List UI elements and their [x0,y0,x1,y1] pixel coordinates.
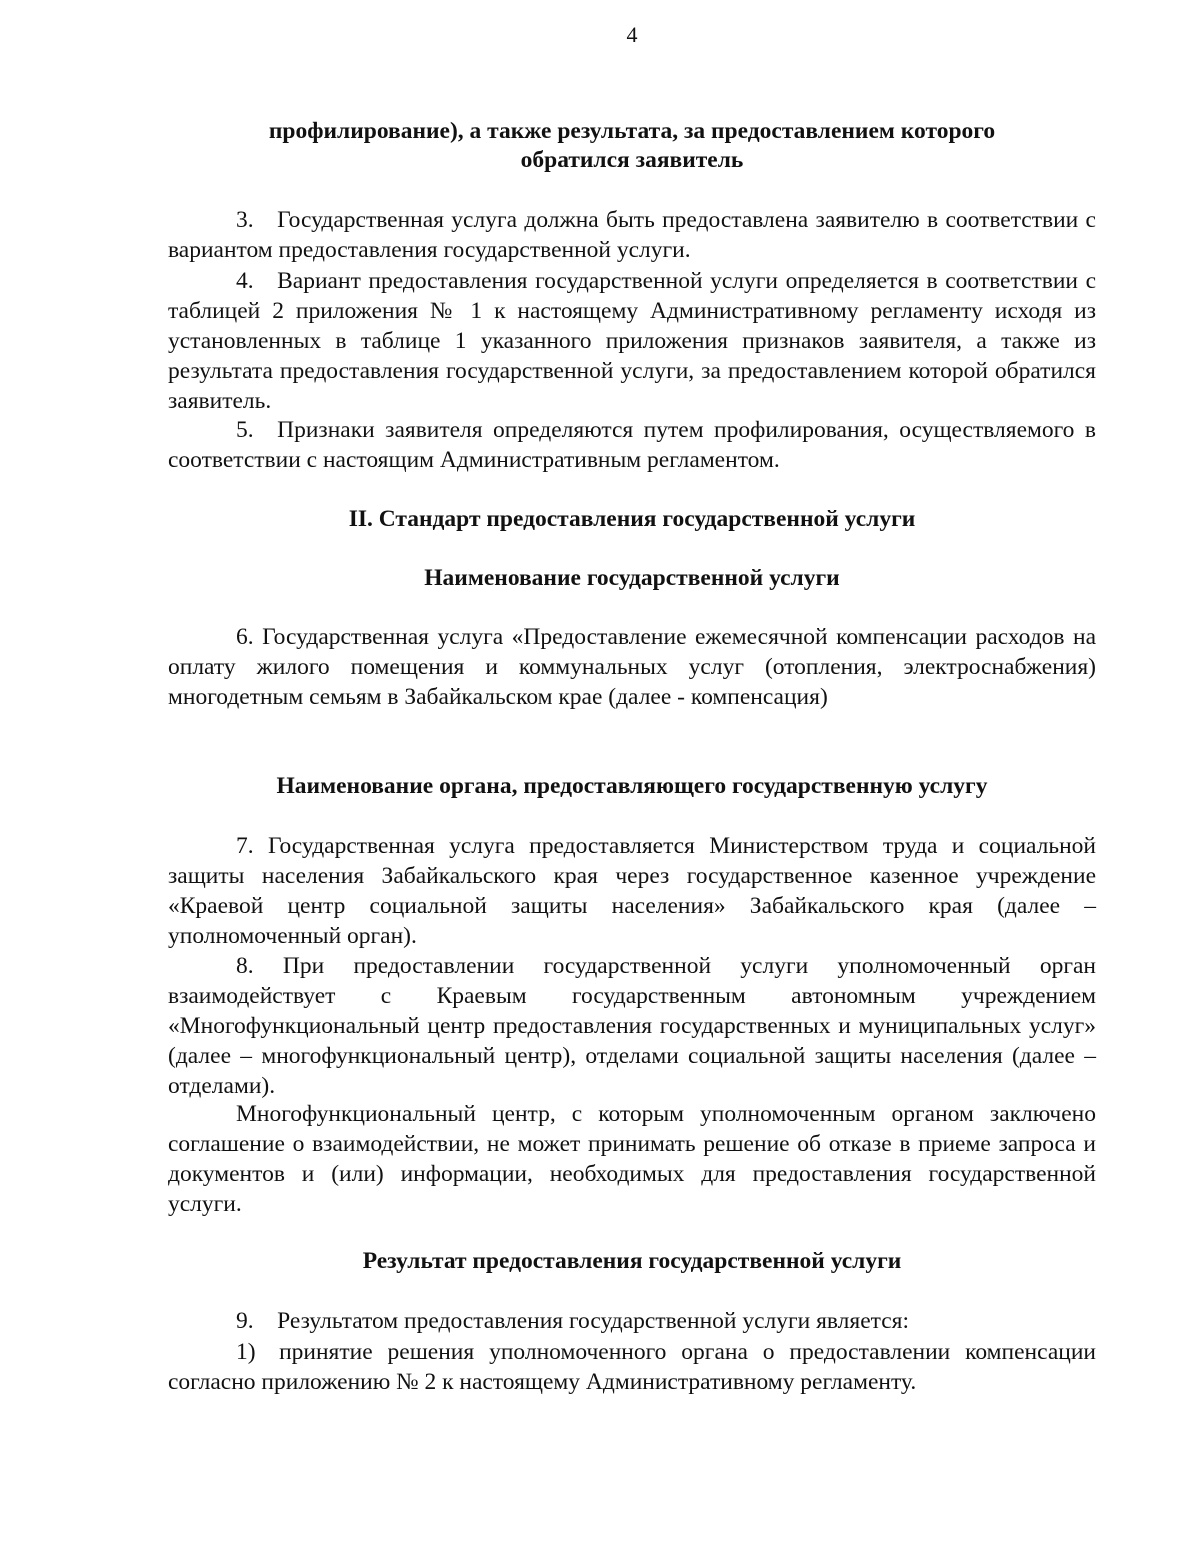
page-number: 4 [626,22,638,47]
heading-profiling [168,117,1096,175]
paragraph-5: 5. Признаки заявителя определяются путем профилирования, осуществляемого в соответствии с настоящим Административным регламентом. [168,417,1096,473]
paragraph-9: 9. Результатом предоставления государственной услуги является: [236,1308,909,1334]
heading-service-name: Наименование государственной услуги [424,565,840,591]
paragraph-9-item-1: 1) принятие решения уполномоченного органа о предоставлении компенсации согласно приложению № 2 к настоящему Административному регламенту. [168,1339,1096,1395]
heading-profiling-line1: профилирование), а также результата, за предоставлением которого [268,118,996,144]
heading-result: Результат предоставления государственной услуги [362,1248,902,1274]
paragraph-4: 4. Вариант предоставления государственной услуги определяется в соответствии с таблицей 2 приложения № 1 к настоящему Административному регламенту исходя из установленных в таблице 1 указанного приложения признаков заявителя, а также из результата предоставления государственной услуги, за предоставлением которой обратился заявитель. [168,268,1096,414]
paragraph-8b: Многофункциональный центр, с которым уполномоченным органом заключено соглашение о взаимодействии, не может принимать решение об отказе в приеме запроса и документов и (или) информации, необходимых для предоставления государственной услуги. [168,1101,1096,1217]
heading-profiling-line2: обратился заявитель [520,147,744,173]
heading-organ-name: Наименование органа, предоставляющего государственную услугу [276,773,988,799]
paragraph-6: 6. Государственная услуга «Предоставление ежемесячной компенсации расходов на оплату жилого помещения и коммунальных услуг (отопления, электроснабжения) многодетным семьям в Забайкальском крае (далее - компенсация) [168,624,1096,710]
heading-section-2: II. Стандарт предоставления государственной услуги [348,506,916,532]
paragraph-8: 8. При предоставлении государственной услуги уполномоченный орган взаимодействует с Краевым государственным автономным учреждением «Многофункциональный центр предоставления государственных и муниципальных услуг» (далее – многофункциональный центр), отделами социальной защиты населения (далее – отделами). [168,953,1096,1099]
paragraph-3: 3. Государственная услуга должна быть предоставлена заявителю в соответствии с вариантом предоставления государственной услуги. [168,207,1096,263]
paragraph-7: 7. Государственная услуга предоставляется Министерством труда и социальной защиты населения Забайкальского края через государственное казенное учреждение «Краевой центр социальной защиты населения» Забайкальского края (далее – уполномоченный орган). [168,833,1096,949]
